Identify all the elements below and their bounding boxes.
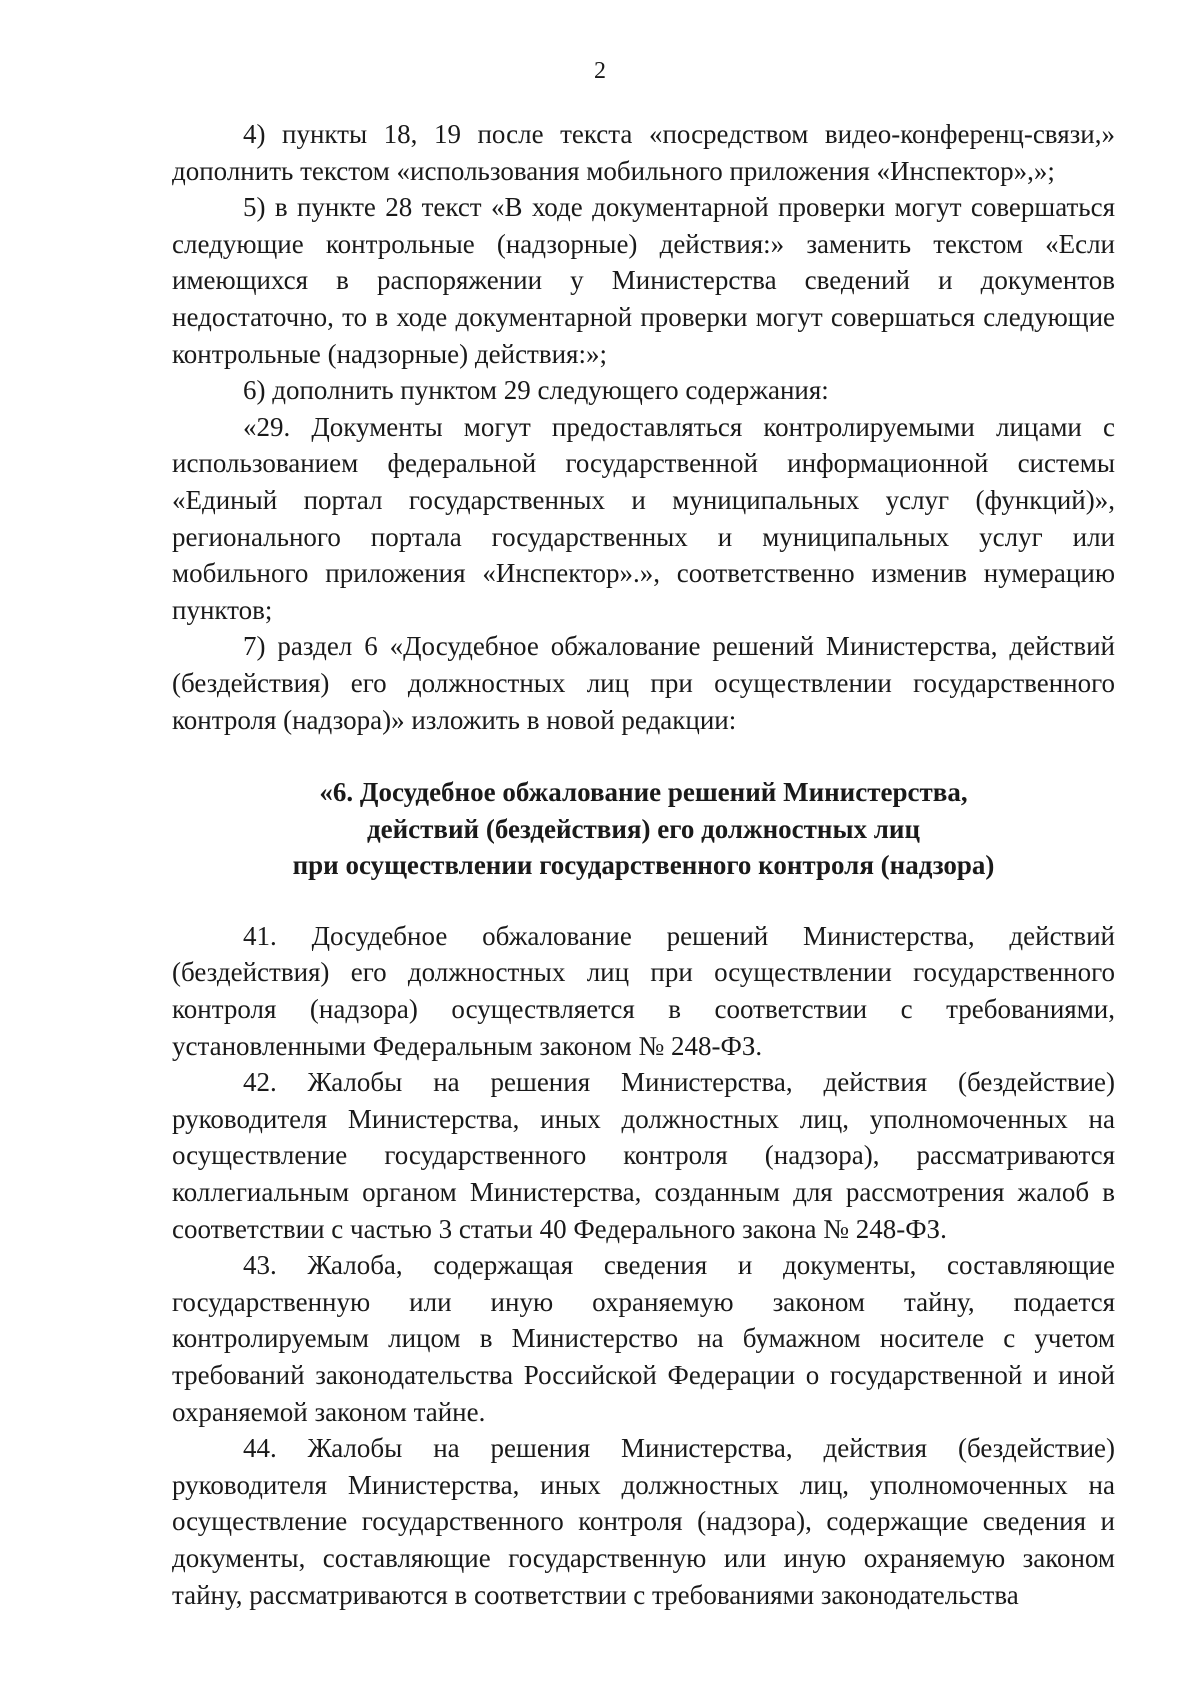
paragraph-item-5: 5) в пункте 28 текст «В ходе документарной проверки могут совершаться следующие контрольные (надзорные) действия:» заменить текстом «Если имеющихся в распоряжении у Министерства сведений и документов недостаточно, то в ходе документарной проверки могут совершаться следующие контрольные (надзорные) действия:»;	[172, 192, 1115, 369]
document-body	[172, 116, 1115, 1613]
page-number: 2	[594, 58, 606, 84]
paragraph-clause-29: «29. Документы могут предоставляться контролируемыми лицами с использованием федеральной государственной информационной системы «Единый портал государственных и муниципальных услуг (функций)», регионального портала государственных и муниципальных услуг или мобильного приложения «Инспектор».», соответственно изменив нумерацию пунктов;	[172, 411, 1115, 625]
section-heading-line: «6. Досудебное обжалование решений Министерства,	[319, 777, 968, 808]
section-heading	[172, 774, 1115, 884]
paragraph-item-4: 4) пункты 18, 19 после текста «посредством видео-конференц-связи,» дополнить текстом «использования мобильного приложения «Инспектор»,»;	[172, 119, 1115, 186]
section-heading-line: действий (бездействия) его должностных лиц	[366, 813, 921, 844]
paragraph-item-7: 7) раздел 6 «Досудебное обжалование решений Министерства, действий (бездействия) его должностных лиц при осуществлении государственного контроля (надзора)» изложить в новой редакции:	[172, 631, 1115, 735]
section-heading-line: при осуществлении государственного контроля (надзора)	[292, 850, 995, 881]
paragraph-item-6: 6) дополнить пунктом 29 следующего содержания:	[243, 375, 829, 406]
paragraph-clause-42: 42. Жалобы на решения Министерства, действия (бездействие) руководителя Министерства, иных должностных лиц, уполномоченных на осуществление государственного контроля (надзора), рассматриваются коллегиальным органом Министерства, созданным для рассмотрения жалоб в соответствии с частью 3 статьи 40 Федерального закона № 248-ФЗ.	[172, 1067, 1115, 1244]
paragraph-clause-43: 43. Жалоба, содержащая сведения и документы, составляющие государственную или иную охраняемую законом тайну, подается контролируемым лицом в Министерство на бумажном носителе с учетом требований законодательства Российской Федерации о государственной и иной охраняемой законом тайне.	[172, 1250, 1115, 1427]
paragraph-clause-41: 41. Досудебное обжалование решений Министерства, действий (бездействия) его должностных лиц при осуществлении государственного контроля (надзора) осуществляется в соответствии с требованиями, установленными Федеральным законом № 248-ФЗ.	[172, 920, 1115, 1061]
paragraph-clause-44: 44. Жалобы на решения Министерства, действия (бездействие) руководителя Министерства, иных должностных лиц, уполномоченных на осуществление государственного контроля (надзора), содержащие сведения и документы, составляющие государственную или иную охраняемую законом тайну, рассматриваются в соответствии с требованиями законодательства	[172, 1433, 1115, 1610]
